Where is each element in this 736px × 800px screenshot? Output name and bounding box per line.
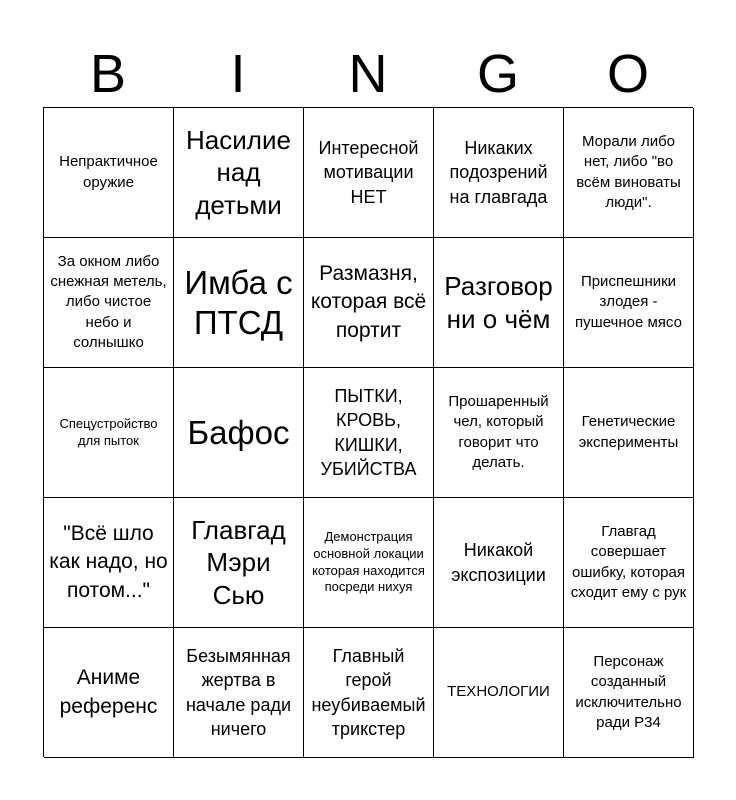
bingo-cell[interactable] [304,498,434,628]
bingo-cell-text: ПЫТКИ, КРОВЬ, КИШКИ, УБИЙСТВА [320,385,417,479]
bingo-cell[interactable] [434,628,564,758]
bingo-cell[interactable] [44,368,174,498]
bingo-cell[interactable] [304,628,434,758]
bingo-cell-text: Аниме референс [59,666,158,718]
bingo-cell-text: Насилие над детьми [186,124,291,220]
bingo-cell-text: Бафос [187,413,290,451]
bingo-cell-text: Прошаренный чел, который говорит что делать. [448,393,549,471]
bingo-cell[interactable] [174,628,304,758]
bingo-cell-text: Главгад совершает ошибку, которая сходит ему с рук [570,523,687,601]
bingo-cell-text: Безымянная жертва в начале ради ничего [185,645,292,739]
bingo-cell[interactable] [44,498,174,628]
bingo-cell[interactable] [174,368,304,498]
bingo-cell[interactable] [434,368,564,498]
bingo-cell-text: Приспешники злодея - пушечное мясо [575,273,682,331]
bingo-cell[interactable] [304,108,434,238]
bingo-cell[interactable] [434,108,564,238]
bingo-cell[interactable] [174,498,304,628]
bingo-cell[interactable] [44,238,174,368]
bingo-cell[interactable] [564,108,694,238]
title-letter-n: N [348,44,388,104]
bingo-cell[interactable] [434,498,564,628]
bingo-cell-text: Непрактичное оружие [59,153,158,191]
bingo-title [43,40,693,108]
title-letter-b: B [89,44,127,104]
bingo-cell[interactable] [174,108,304,238]
bingo-cell-text: Размазня, которая всё портит [310,261,427,342]
bingo-cell-text: Имба с ПТСД [184,263,293,341]
bingo-cell-text: Персонаж созданный исключительно ради Р34 [575,653,682,731]
bingo-cell[interactable] [564,238,694,368]
bingo-cell-text: Главный герой неубиваемый трикстер [311,645,426,739]
bingo-cell-text: Никакой экспозиции [451,540,546,585]
bingo-cell[interactable] [564,368,694,498]
title-letter-o: O [606,44,649,104]
bingo-cell-text: Генетические эксперименты [578,413,679,451]
bingo-cell-text: Главгад Мэри Сью [191,514,286,610]
bingo-cell[interactable] [174,238,304,368]
bingo-cell[interactable] [564,628,694,758]
bingo-cell[interactable] [44,108,174,238]
bingo-cell-text: Разговор ни о чём [444,271,553,334]
bingo-cell[interactable] [304,368,434,498]
bingo-cell[interactable] [44,628,174,758]
bingo-cell-text: Морали либо нет, либо "во всём виноваты люди". [576,133,681,211]
bingo-cell-text: ТЕХНОЛОГИИ [447,683,550,701]
bingo-cell-text: Интересной мотивации НЕТ [318,138,419,207]
bingo-grid [43,107,693,757]
bingo-cell-text: Никаких подозрений на главгада [449,138,548,207]
bingo-cell-text: "Всё шло как надо, но потом..." [49,521,168,602]
title-letter-g: G [476,44,519,104]
title-letter-i: I [230,44,246,104]
bingo-cell[interactable] [434,238,564,368]
bingo-cell-text: Демонстрация основной локации которая находится посреди нихуя [312,528,425,595]
bingo-cell-text: За окном либо снежная метель, либо чистое небо и солнышко [50,252,167,351]
bingo-cell-text: Спецустройство для пыток [59,415,158,448]
bingo-cell[interactable] [304,238,434,368]
bingo-cell[interactable] [564,498,694,628]
